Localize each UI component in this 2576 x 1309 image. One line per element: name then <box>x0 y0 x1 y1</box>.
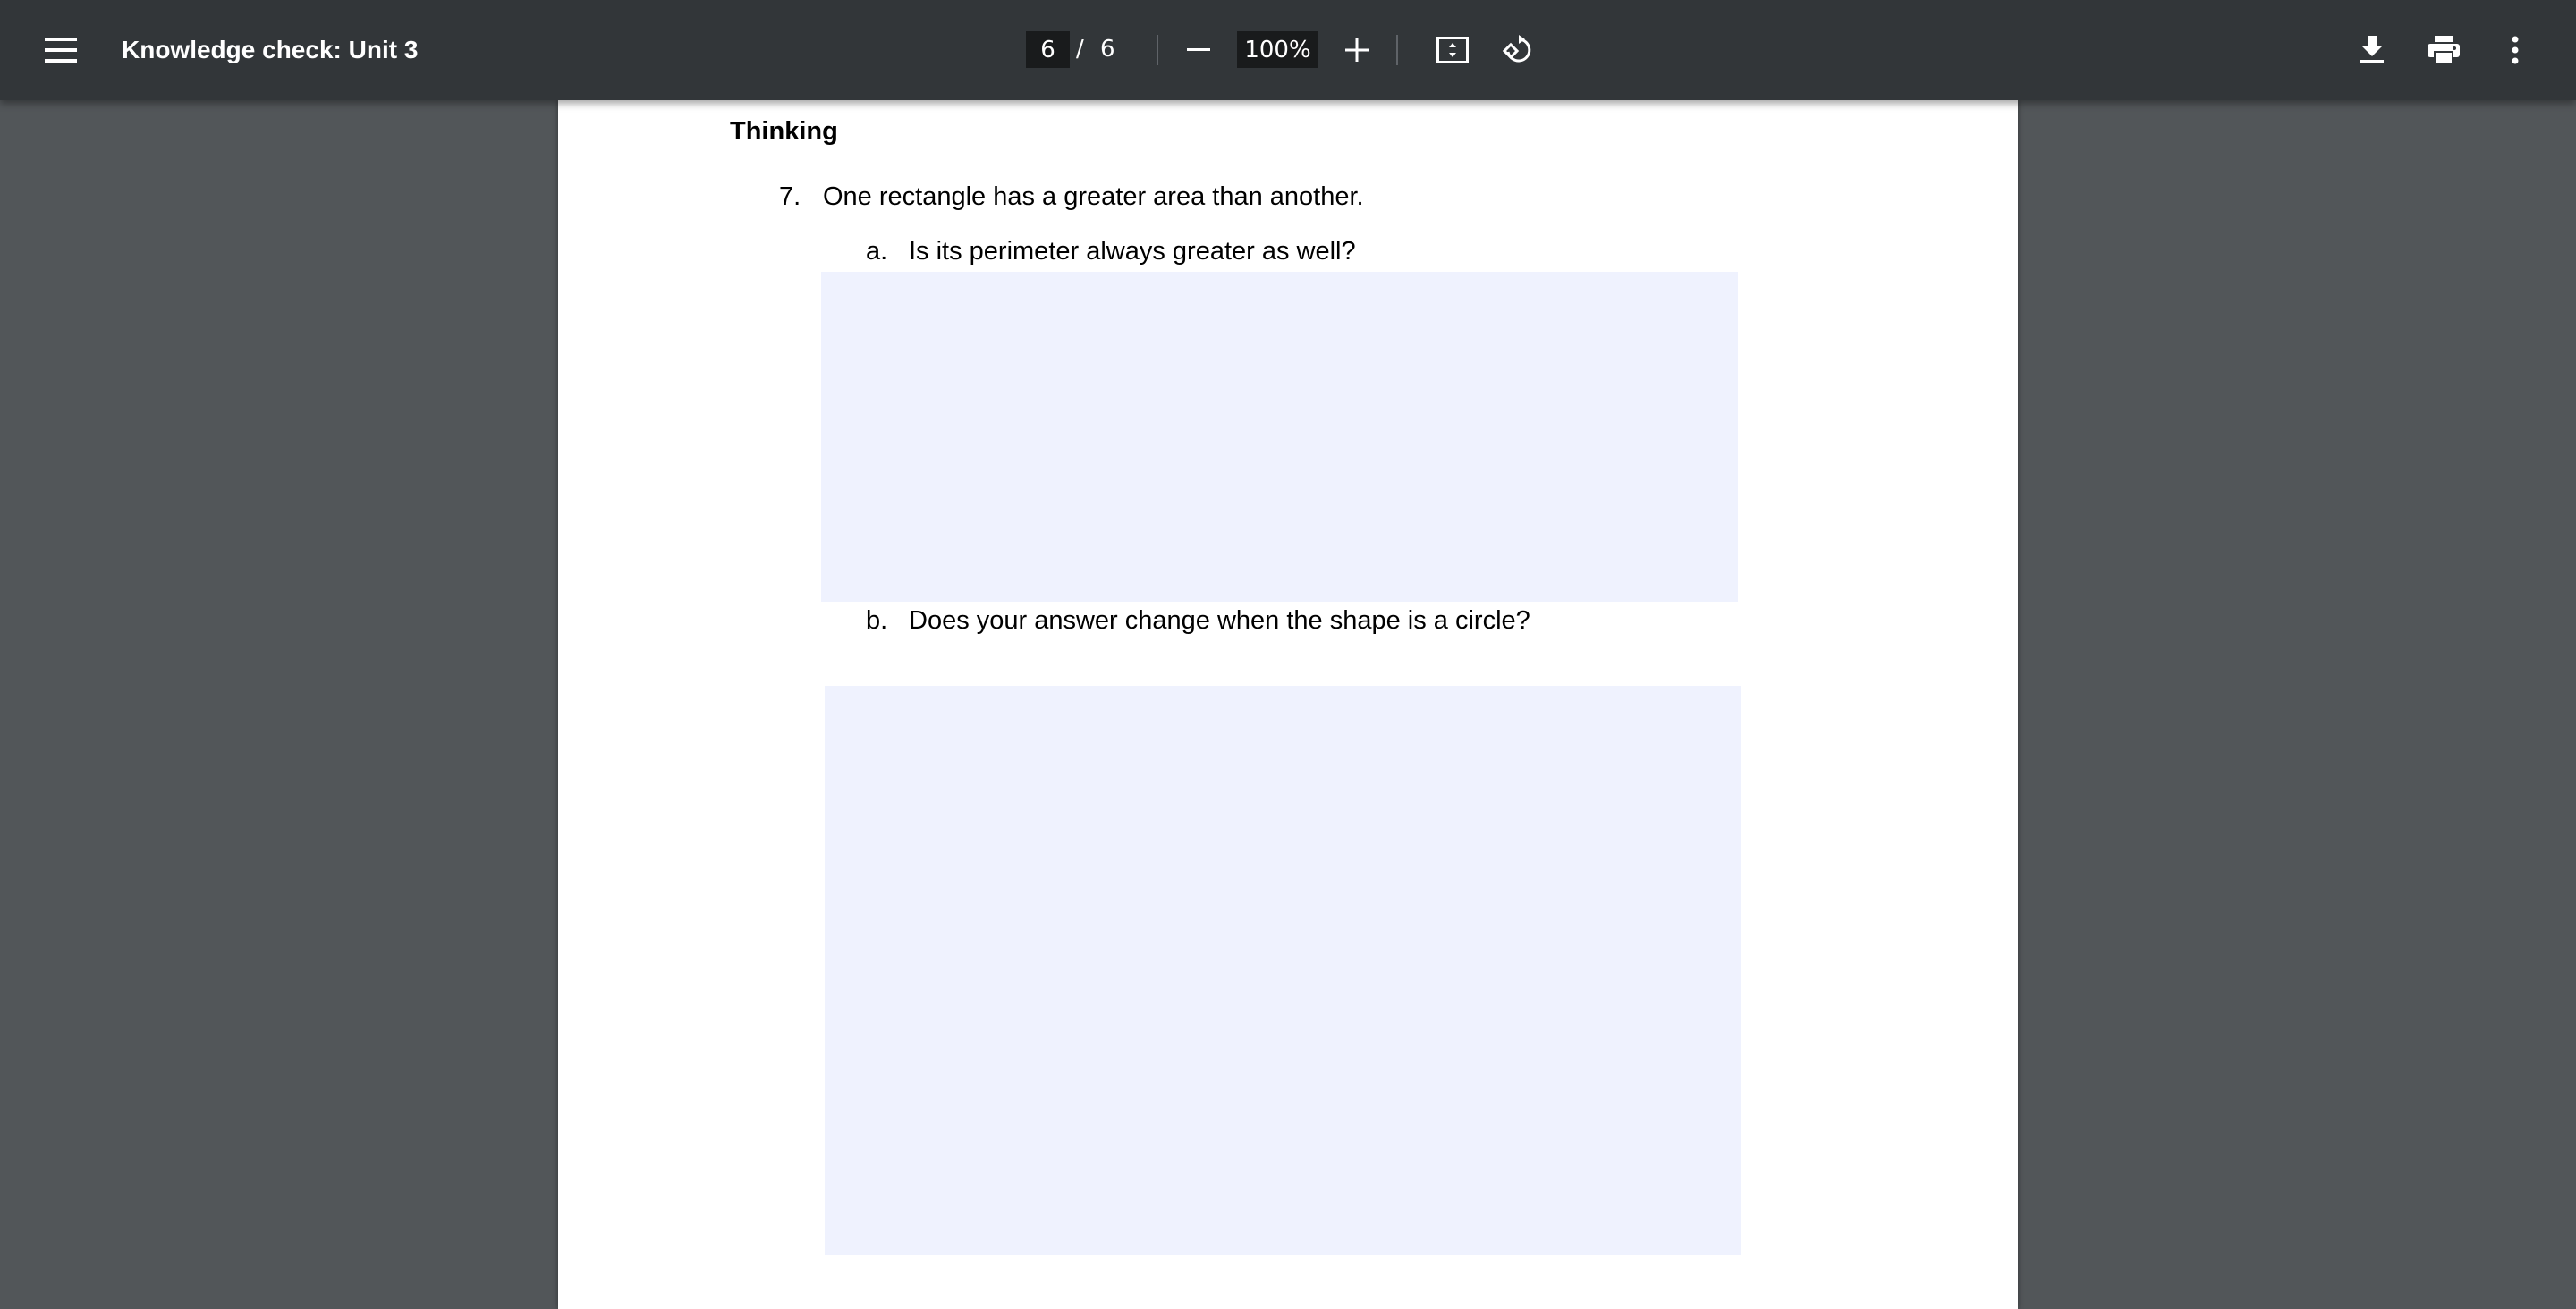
fit-to-page-button[interactable] <box>1431 29 1474 72</box>
zoom-in-button[interactable] <box>1335 29 1378 72</box>
pdf-page <box>558 100 2018 1309</box>
page-separator: / <box>1076 36 1084 63</box>
document-title: Knowledge check: Unit 3 <box>122 36 419 63</box>
download-icon <box>2360 36 2385 64</box>
plus-icon <box>1345 38 1368 62</box>
fit-to-page-icon <box>1436 37 1469 63</box>
minus-icon <box>1187 48 1210 52</box>
answer-box-a[interactable] <box>821 272 1738 602</box>
zoom-out-button[interactable] <box>1177 29 1220 72</box>
rotate-button[interactable] <box>1496 29 1538 72</box>
question-number: 7. <box>779 182 801 211</box>
more-options-button[interactable] <box>2494 29 2537 72</box>
more-vert-icon <box>2512 36 2519 64</box>
part-b-label: b. <box>866 606 888 635</box>
part-a-text: Is its perimeter always greater as well? <box>909 237 1356 266</box>
download-button[interactable] <box>2351 29 2394 72</box>
answer-box-b[interactable] <box>825 686 1741 1255</box>
rotate-icon <box>1501 34 1533 66</box>
question-text: One rectangle has a greater area than another. <box>823 182 1364 211</box>
menu-icon[interactable] <box>39 29 82 72</box>
toolbar-divider <box>1396 35 1398 65</box>
print-icon <box>2428 36 2460 64</box>
pdf-toolbar <box>0 0 2576 100</box>
page-number-input[interactable] <box>1026 31 1070 68</box>
part-b-text: Does your answer change when the shape is a circle? <box>909 606 1530 635</box>
zoom-input[interactable] <box>1237 31 1318 68</box>
toolbar-divider <box>1157 35 1158 65</box>
section-heading: Thinking <box>730 117 838 146</box>
print-button[interactable] <box>2422 29 2465 72</box>
part-a-label: a. <box>866 237 888 266</box>
page-total: 6 <box>1100 36 1115 63</box>
